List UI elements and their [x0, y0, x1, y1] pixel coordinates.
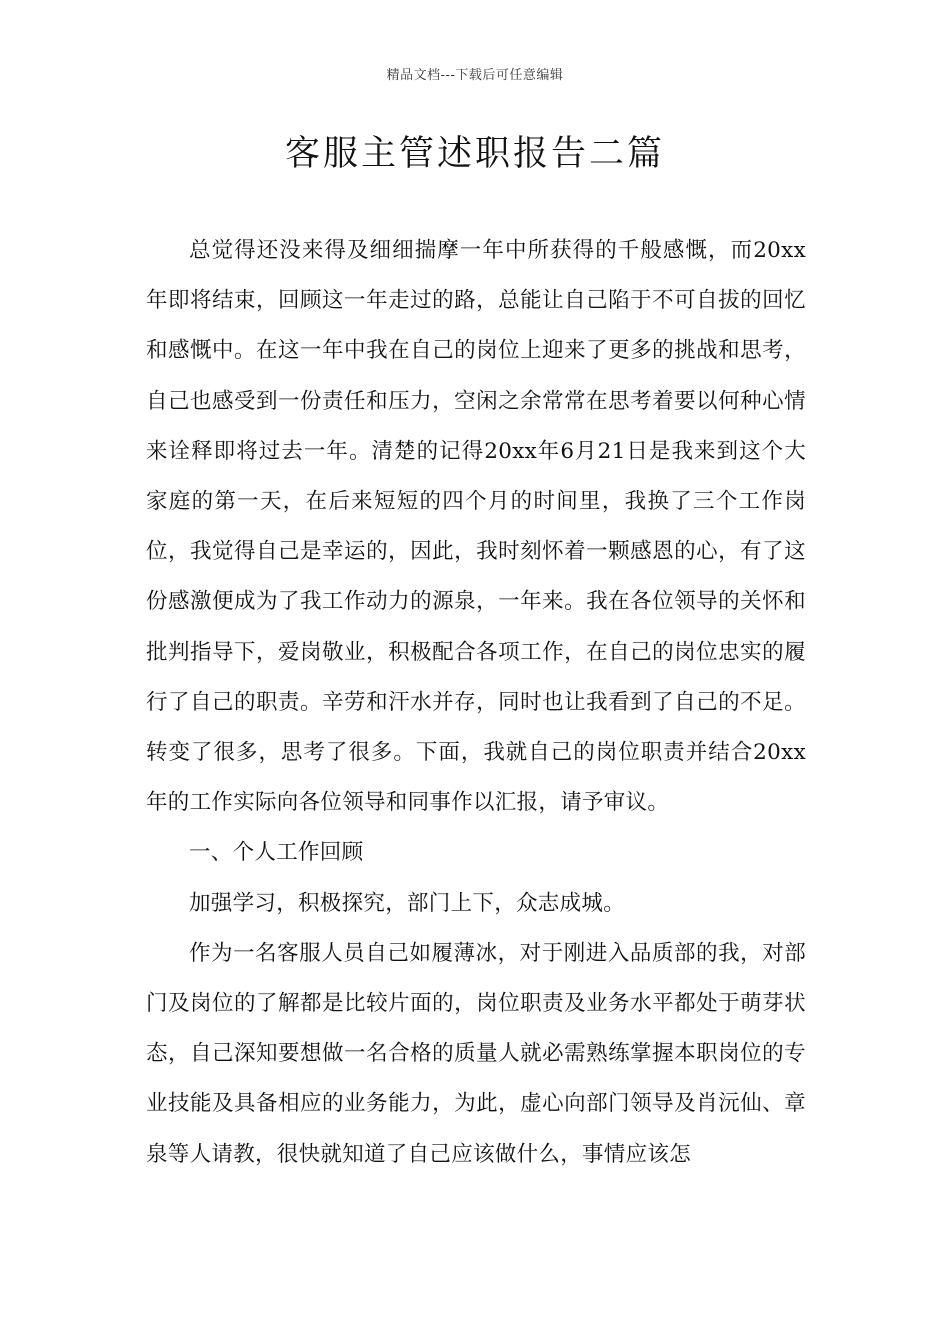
- body-paragraph: 总觉得还没来得及细细揣摩一年中所获得的千般感慨，而20xx年即将结束，回顾这一年走过的路，总能让自己陷于不可自拔的回忆和感慨中。在这一年中我在自己的岗位上迎来了更多的挑战和思考，自己也感受到一份责任和压力，空闲之余常常在思考着要以何种心情来诠释即将过去一年。清楚的记得20xx年6月21日是我来到这个大家庭的第一天，在后来短短的四个月的时间里，我换了三个工作岗位，我觉得自己是幸运的，因此，我时刻怀着一颗感恩的心，有了这份感激便成为了我工作动力的源泉，一年来。我在各位领导的关怀和批判指导下，爱岗敬业，积极配合各项工作，在自己的岗位忠实的履行了自己的职责。辛劳和汗水并存，同时也让我看到了自己的不足。转变了很多，思考了很多。下面，我就自己的岗位职责并结合20xx年的工作实际向各位领导和同事作以汇报，请予审议。: [146, 238, 806, 816]
- body-paragraph: 加强学习，积极探究，部门上下，众志成城。: [189, 890, 626, 916]
- section-heading: 一、个人工作回顾: [189, 840, 364, 866]
- document-body: [146, 226, 806, 1180]
- body-paragraph: 作为一名客服人员自己如履薄冰，对于刚进入品质部的我，对部门及岗位的了解都是比较片面的，岗位职责及业务水平都处于萌芽状态，自己深知要想做一名合格的质量人就必需熟练掌握本职岗位的专业技能及具备相应的业务能力，为此，虚心向部门领导及肖沅仙、章泉等人请教，很快就知道了自己应该做什么，事情应该怎: [146, 940, 806, 1167]
- document-title: 客服主管述职报告二篇: [284, 134, 665, 174]
- header-note: 精品文档---下载后可任意编辑: [386, 68, 564, 83]
